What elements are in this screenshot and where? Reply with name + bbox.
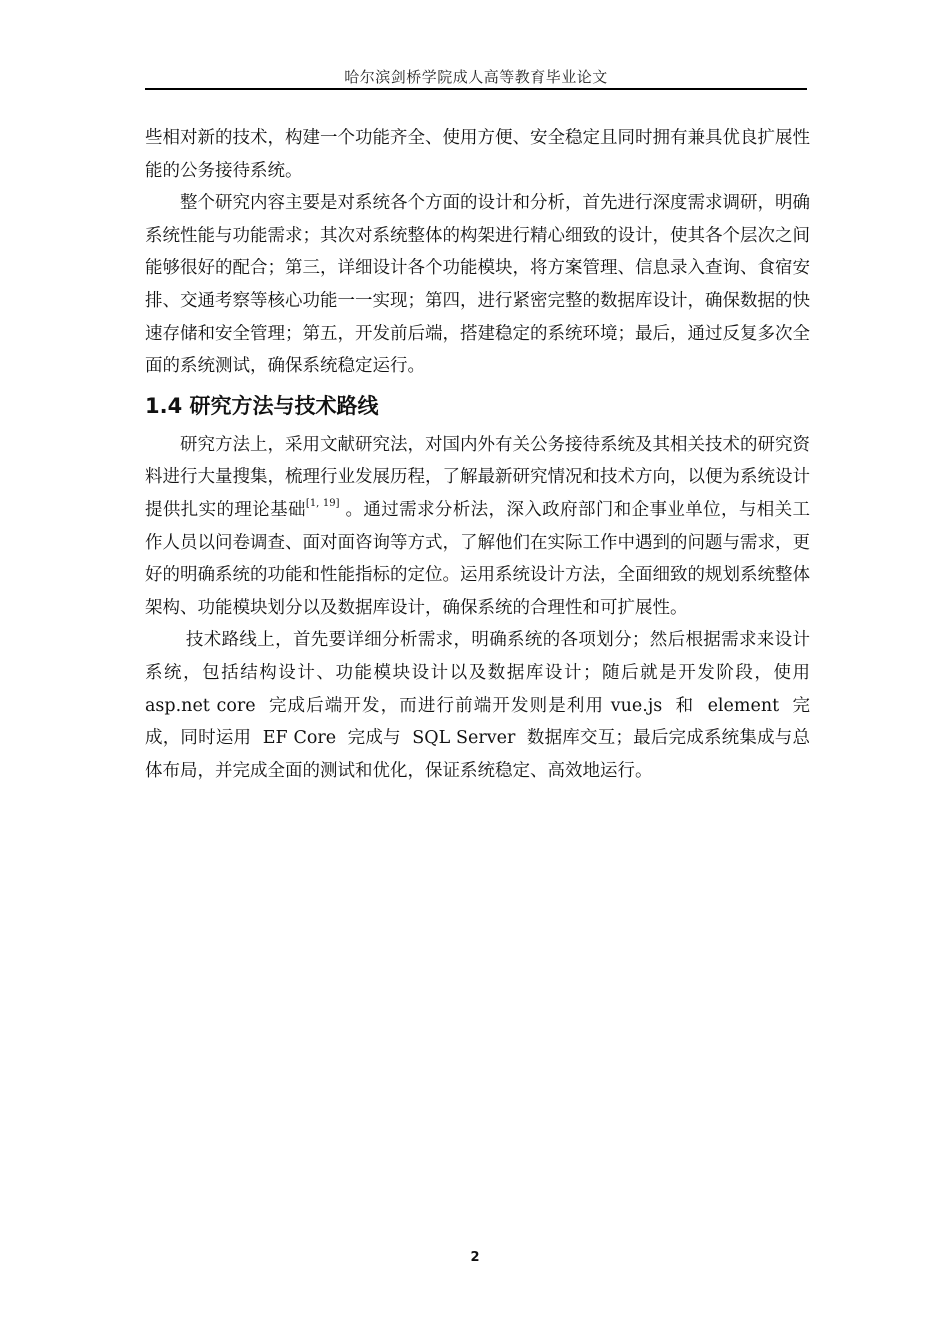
paragraph-continuation: 些相对新的技术，构建一个功能齐全、使用方便、安全稳定且同时拥有兼具优良扩展性能的公务接待系统。 xyxy=(145,128,810,181)
header-rule xyxy=(145,88,807,90)
method-text-b: 。通过需求分析法，深入政府部门和企事业单位，与相关工作人员以问卷调查、面对面咨询等方式，了解他们在实际工作中遇到的问题与需求，更好的明确系统的功能和性能指标的定位。运用系统设计方法，全面细致的规划系统整体架构、功能模块划分以及数据库设计，确保系统的合理性和可扩展性。 xyxy=(145,499,811,618)
method-text-a: 研究方法上，采用文献研究法，对国内外有关公务接待系统及其相关技术的研究资料进行大量搜集，梳理行业发展历程，了解最新研究情况和技术方向，以便为系统设计提供扎实的理论基础 xyxy=(145,434,810,520)
running-header: 哈尔滨剑桥学院成人高等教育毕业论文 xyxy=(344,68,608,86)
page-number: 2 xyxy=(470,1250,480,1265)
section-heading: 1.4 研究方法与技术路线 xyxy=(145,393,379,418)
page-body xyxy=(145,122,822,787)
paragraph-technical-route: 技术路线上，首先要详细分析需求，明确系统的各项划分；然后根据需求来设计系统，包括结构设计、功能模块设计以及数据库设计；随后就是开发阶段，使用 asp.net core 完成后端开发，而进行前端开发则是利用 vue.js 和 element 完 成，同时运用 EF Core 完成与 SQL Server 数据库交互；最后完成系统集成与总 体布局，并完成全面的测试和优化，保证系统稳定、高效地运行。 xyxy=(145,630,822,781)
paragraph-research-content: 整个研究内容主要是对系统各个方面的设计和分析，首先进行深度需求调研，明确系统性能与功能需求；其次对系统整体的构架进行精心细致的设计，使其各个层次之间能够很好的配合；第三，详细设计各个功能模块，将方案管理、信息录入查询、食宿安排、交通考察等核心功能一一实现；第四，进行紧密完整的数据库设计，确保数据的快速存储和安全管理；第五，开发前后端，搭建稳定的系统环境；最后，通过反复多次全面的系统测试，确保系统稳定运行。 xyxy=(145,193,810,377)
paragraph-research-method xyxy=(145,429,810,625)
citation: [1, 19] xyxy=(305,498,340,510)
